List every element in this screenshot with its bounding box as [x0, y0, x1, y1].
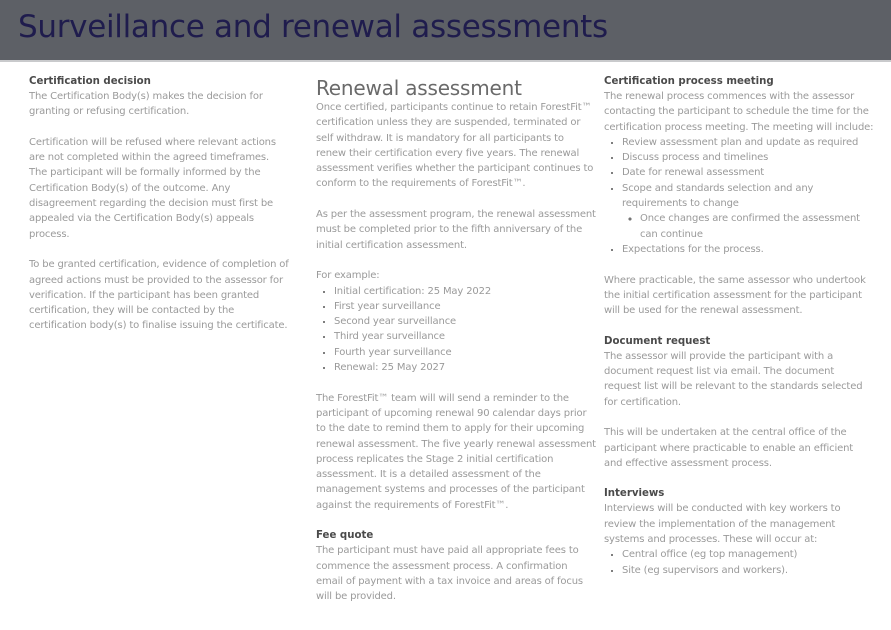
document-request-paragraph: The assessor will provide the participant with a document request list via email. The document request list will be relevant to the standards selected for certification. — [604, 350, 863, 408]
list-item: • Discuss process and timelines — [622, 150, 874, 165]
page-title: Surveillance and renewal assessments — [18, 9, 608, 45]
list-item: • Review assessment plan and update as required — [622, 135, 874, 150]
renewal-intro-paragraph: Once certified, participants continue to retain ForestFit™ certification unless they are suspended, terminated or self withdraw. It is mandatory for all participants to renew their certification every five years. The renewal assessment verifies whether the participant continues to conform to the requirements of ForestFit™. — [316, 102, 594, 190]
list-item: • Initial certification: 25 May 2022 — [334, 284, 596, 299]
list-item-text: Scope and standards selection and any requirements to change — [622, 182, 814, 210]
fee-quote-heading: Fee quote — [316, 530, 374, 542]
page-header — [0, 0, 891, 62]
list-item: • Expectations for the process. — [622, 242, 874, 257]
list-item: • Third year surveillance — [334, 329, 596, 344]
list-item: • Second year surveillance — [334, 314, 596, 329]
process-meeting-paragraph: The renewal process commences with the assessor contacting the participant to schedule the time for the certification process meeting. The meeting will include: — [604, 91, 874, 133]
decision-paragraph: The Certification Body(s) makes the decision for granting or refusing certification. — [29, 91, 263, 118]
meeting-items-list — [604, 135, 874, 257]
renewal-assessment-column — [316, 76, 596, 605]
interviews-list — [604, 547, 874, 578]
certification-decision-column — [29, 74, 289, 334]
list-item: • First year surveillance — [334, 299, 596, 314]
example-timeline-list — [316, 284, 596, 376]
fee-quote-paragraph: The participant must have paid all appropriate fees to commence the assessment process. A confirmation email of payment with a tax invoice and areas of focus will be provided. — [316, 545, 583, 603]
interviews-paragraph: Interviews will be conducted with key workers to review the implementation of the management systems and processes. These will occur at: — [604, 503, 841, 546]
list-item: • Site (eg supervisors and workers). — [622, 563, 874, 578]
assessment-program-paragraph: As per the assessment program, the renewal assessment must be completed prior to the fifth anniversary of the initial certification assessment. — [316, 209, 596, 251]
same-assessor-paragraph: Where practicable, the same assessor who undertook the initial certification assessment for the participant will be used for the renewal assessment. — [604, 274, 866, 317]
list-item: • Central office (eg top management) — [622, 547, 874, 562]
certification-decision-heading: Certification decision — [29, 76, 151, 87]
reminder-paragraph: The ForestFit™ team will will send a reminder to the participant of upcoming renewal 90 calendar days prior to the date to remind them to apply for their upcoming renewal assessment. The five yearly renewal assessment process replicates the Stage 2 initial certification assessment. It is a detailed assessment of the management systems and processes of the participant against the requirements of ForestFit™. — [316, 392, 596, 511]
refusal-paragraph: Certification will be refused where relevant actions are not completed within the agreed timeframes. The participant will be formally informed by the Certification Body(s) of the outcome. Any disagreement regarding the decision must first be appealed via the Certification Body(s) appeals process. — [29, 136, 276, 240]
sub-list-item: ◦ Once changes are confirmed the assessment can continue — [640, 211, 874, 242]
list-item: • Date for renewal assessment — [622, 165, 874, 180]
renewal-assessment-heading: Renewal assessment — [316, 76, 522, 100]
list-item: • Renewal: 25 May 2027 — [334, 360, 596, 375]
interviews-heading: Interviews — [604, 488, 665, 500]
process-meeting-column — [604, 74, 874, 578]
document-request-heading: Document request — [604, 335, 711, 347]
process-meeting-heading: Certification process meeting — [604, 76, 774, 87]
meeting-sub-list — [622, 211, 874, 242]
central-office-paragraph: This will be undertaken at the central office of the participant where practicable to enable an efficient and effective assessment process. — [604, 427, 854, 469]
list-item — [622, 181, 874, 242]
example-label: For example: — [316, 270, 380, 282]
granting-paragraph: To be granted certification, evidence of completion of agreed actions must be provided to the assessor for verification. If the participant has been granted certification, they will be contacted by the certification body(s) to finalise issuing the certificate. — [29, 259, 289, 332]
list-item: • Fourth year surveillance — [334, 345, 596, 360]
